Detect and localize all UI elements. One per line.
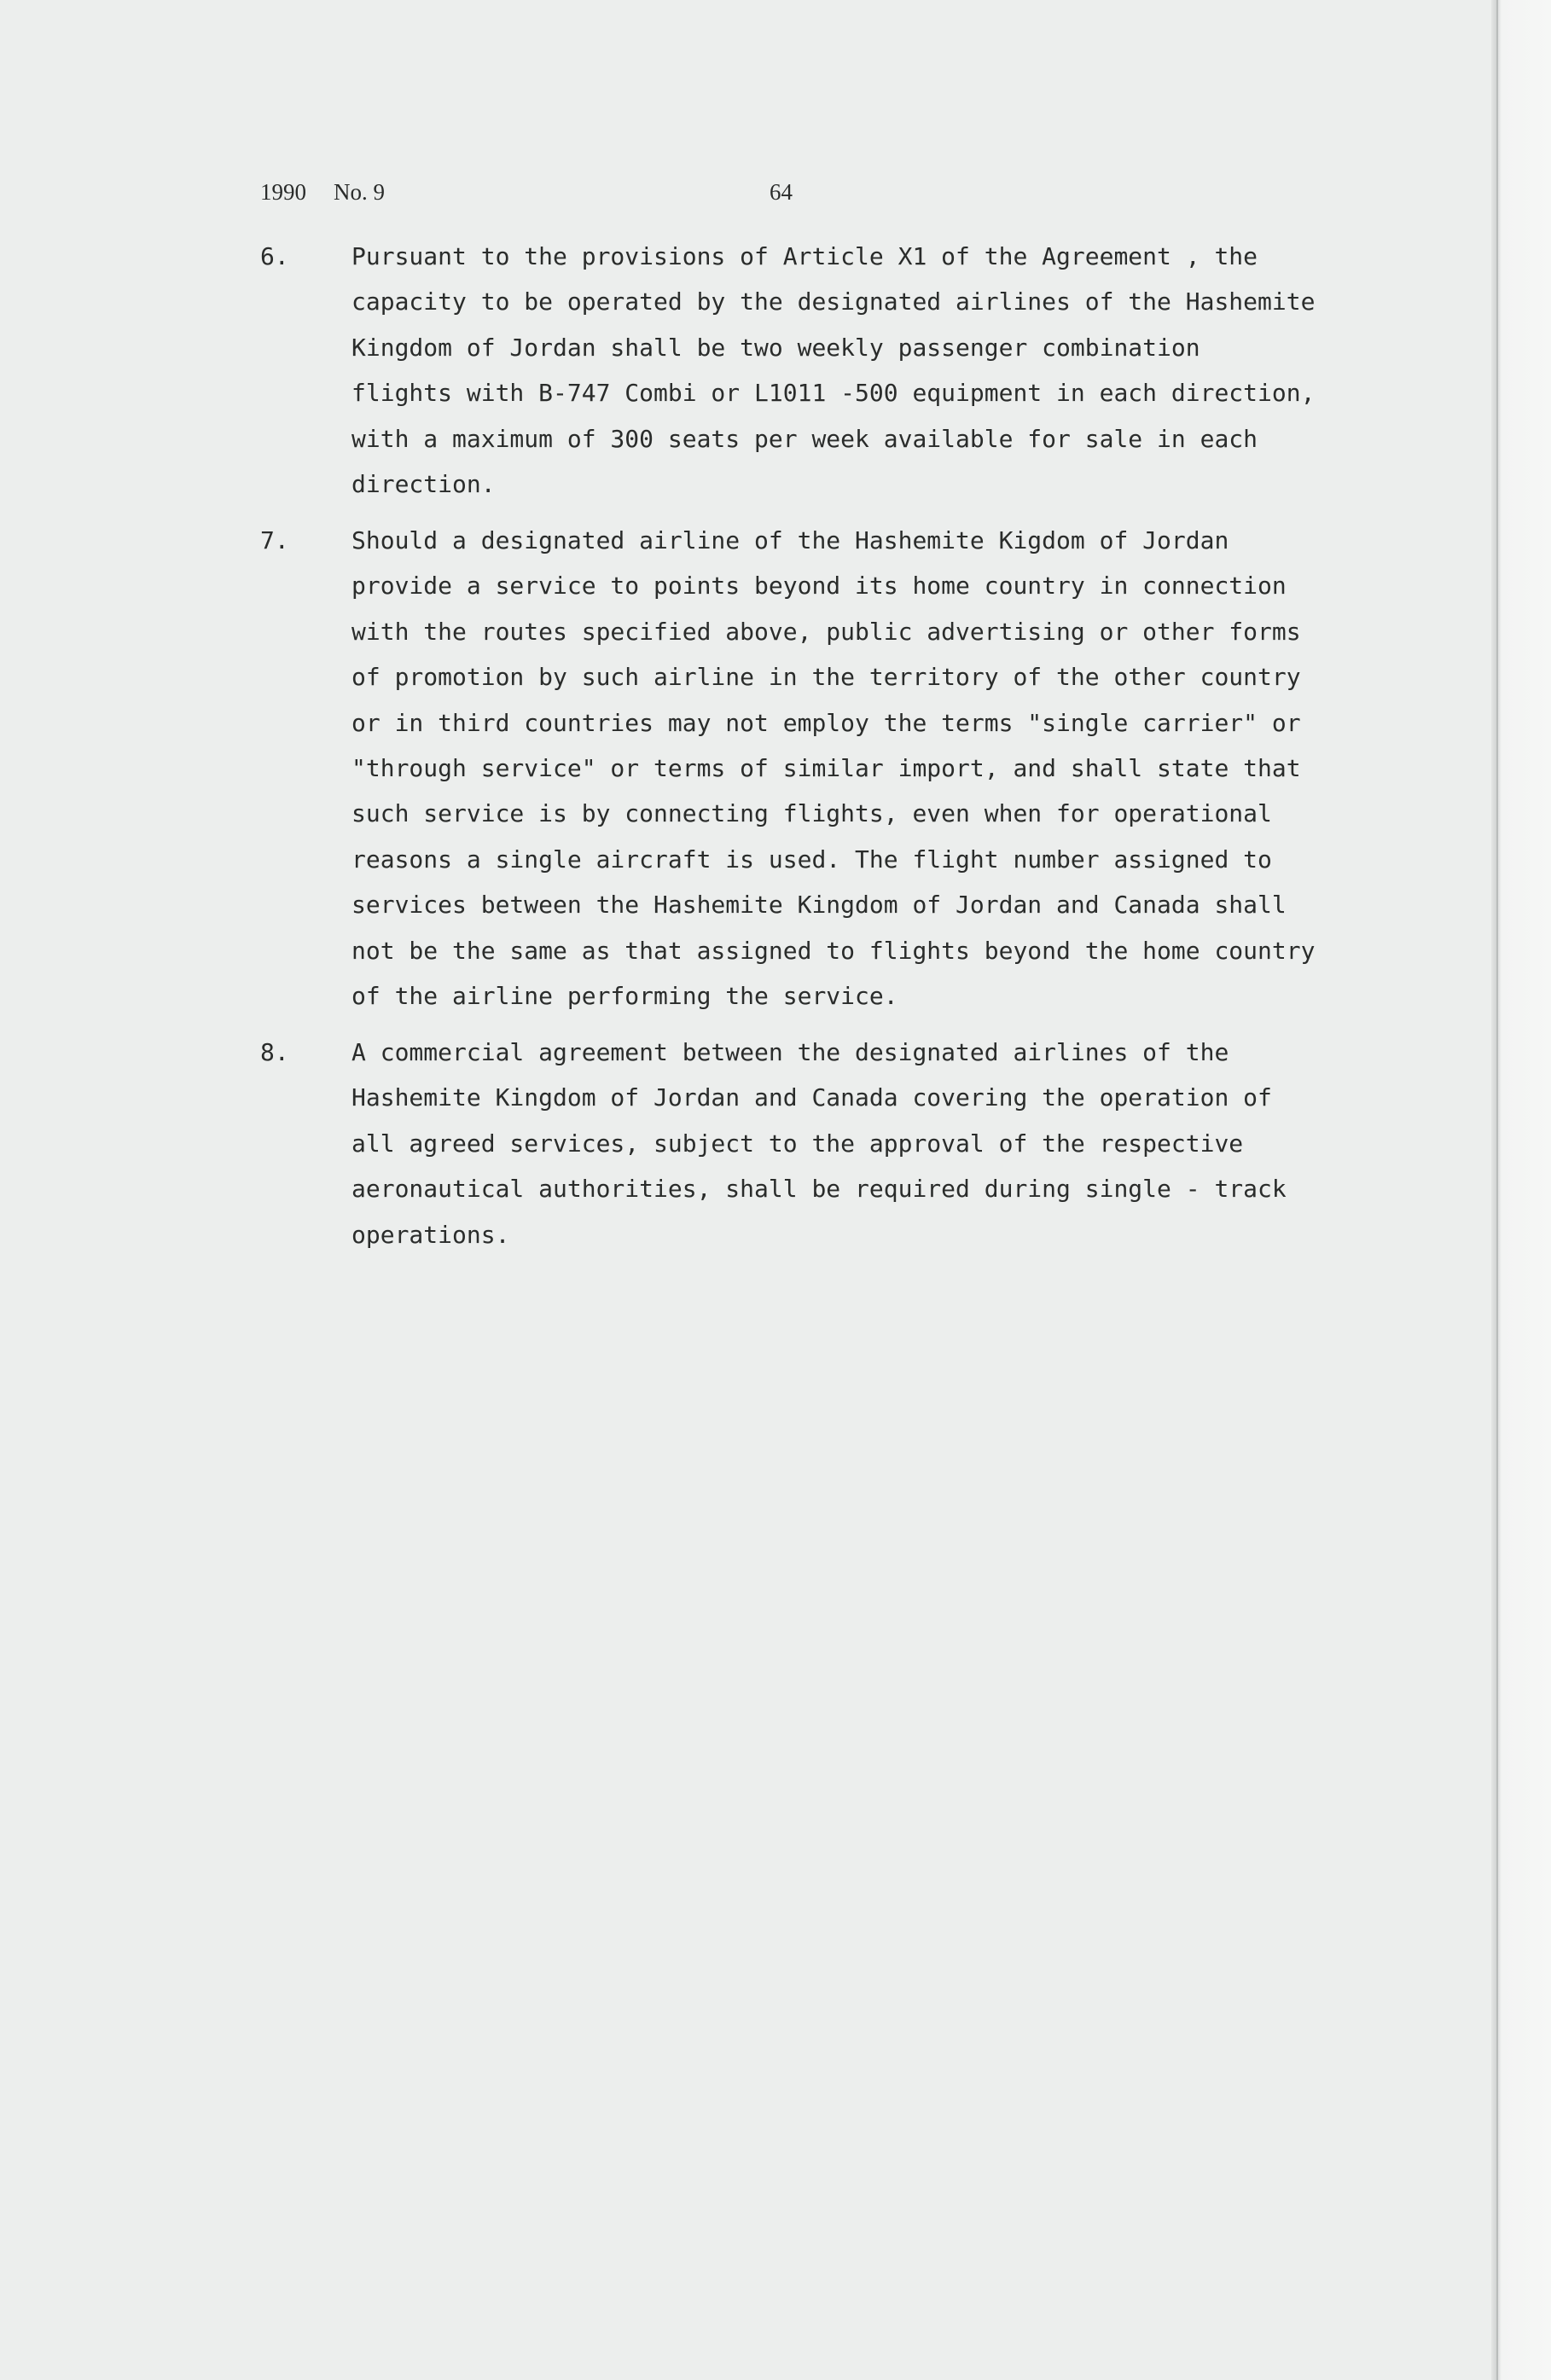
text-line: services between the Hashemite Kingdom of Jordan and Canada shall	[351, 891, 1287, 920]
paragraph-number: 6.	[260, 242, 289, 270]
header-issue: No. 9	[334, 179, 385, 205]
text-line: of promotion by such airline in the territory of the other country	[351, 663, 1301, 692]
text-line: Pursuant to the provisions of Article X1 of the Agreement , the	[351, 242, 1258, 270]
text-line: not be the same as that assigned to flights beyond the home country	[351, 936, 1316, 965]
text-line: reasons a single aircraft is used. The flight number assigned to	[351, 845, 1272, 874]
page-edge-line	[1496, 0, 1498, 2380]
text-line: or in third countries may not employ the terms "single carrier" or	[351, 708, 1301, 737]
header-year: 1990	[260, 179, 306, 205]
text-line: Hashemite Kingdom of Jordan and Canada covering the operation of	[351, 1083, 1272, 1112]
paragraph-text	[351, 234, 1401, 507]
text-line: aeronautical authorities, shall be required during single - track	[351, 1175, 1287, 1204]
text-line: direction.	[351, 469, 496, 498]
header-page-number: 64	[770, 179, 793, 205]
text-line: all agreed services, subject to the approval of the respective	[351, 1129, 1244, 1158]
paragraph-number: 8.	[260, 1038, 289, 1066]
text-line: with a maximum of 300 seats per week available for sale in each	[351, 424, 1258, 453]
text-line: flights with B-747 Combi or L1011 -500 equipment in each direction,	[351, 379, 1316, 408]
text-line: of the airline performing the service.	[351, 981, 898, 1010]
paragraph-text	[351, 1030, 1401, 1257]
text-line: such service is by connecting flights, even when for operational	[351, 799, 1272, 828]
text-line: provide a service to points beyond its home country in connection	[351, 572, 1287, 601]
text-line: operations.	[351, 1220, 510, 1249]
text-line: Kingdom of Jordan shall be two weekly passenger combination	[351, 333, 1200, 362]
text-line: "through service" or terms of similar import, and shall state that	[351, 753, 1301, 782]
page-edge	[1491, 0, 1551, 2380]
text-line: A commercial agreement between the designated airlines of the	[351, 1038, 1229, 1066]
paragraph-number: 7.	[260, 526, 289, 554]
text-line: Should a designated airline of the Hashemite Kigdom of Jordan	[351, 526, 1229, 554]
text-line: capacity to be operated by the designated airlines of the Hashemite	[351, 287, 1316, 316]
text-line: with the routes specified above, public advertising or other forms	[351, 617, 1301, 646]
page-header	[260, 179, 943, 213]
paragraph-text	[351, 518, 1401, 1019]
